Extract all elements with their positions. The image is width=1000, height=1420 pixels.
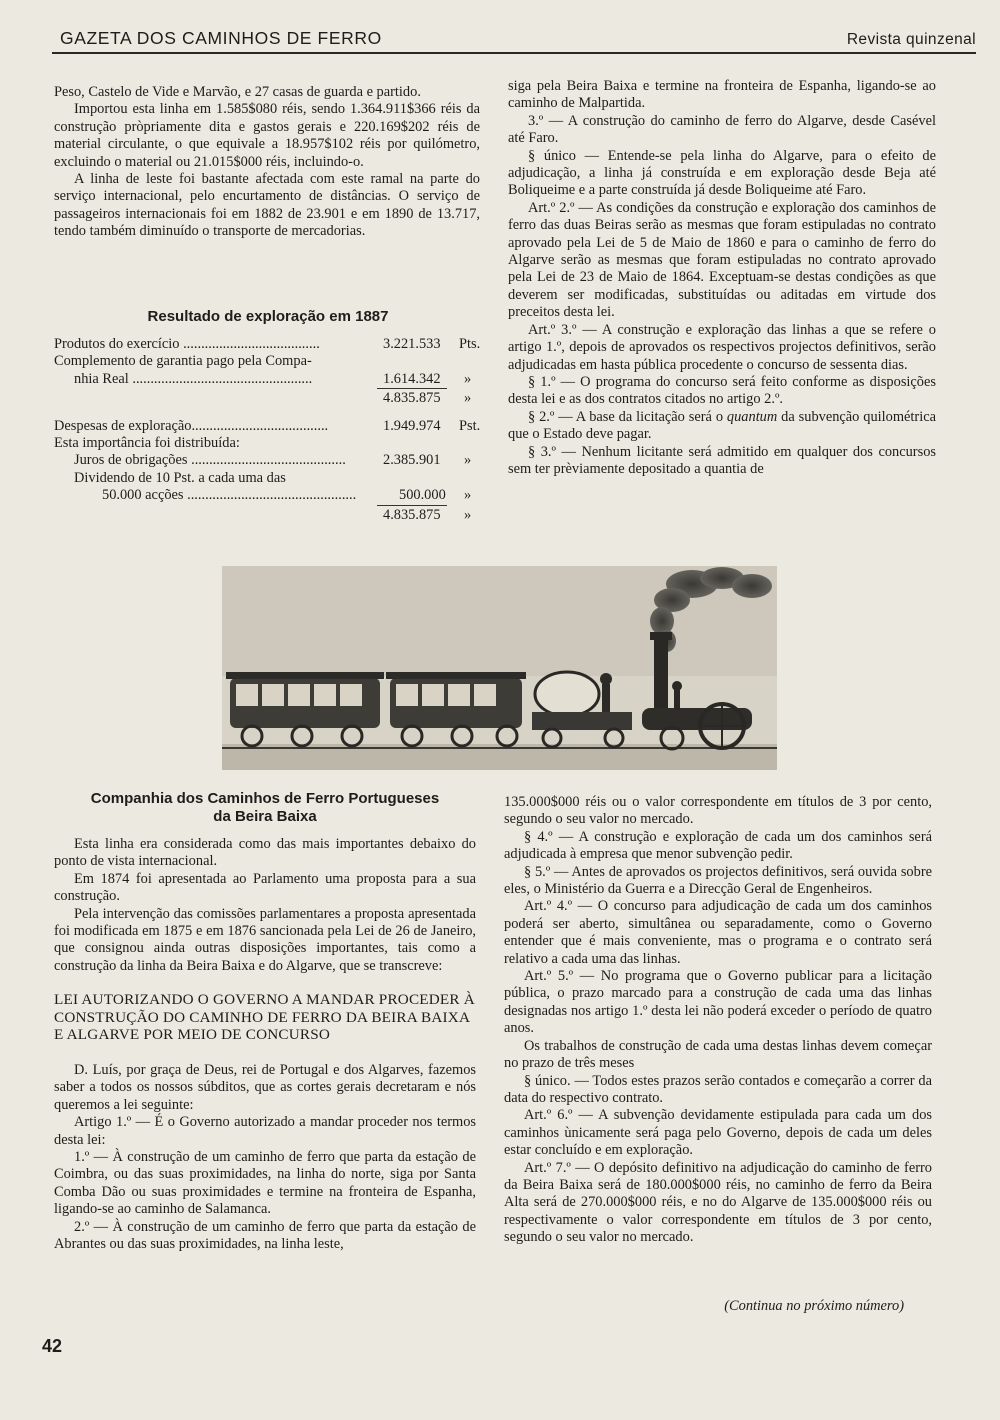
page-number: 42 (42, 1336, 63, 1356)
table-row: Complemento de garantia pago pela Compa- (54, 353, 312, 370)
law-title: LEI AUTORIZANDO O GOVERNO A MANDAR PROCEDER À CONSTRUÇÃO DO CAMINHO DE FERRO DA BEIRA BAIXA E ALGARVE POR MEIO DE CONCURSO (54, 991, 475, 1044)
paragraph: Esta linha era considerada como das mais importantes debaixo do ponto de vista internacional. (54, 836, 476, 870)
paragraph: Em 1874 foi apresentada ao Parlamento uma proposta para a sua construção. (54, 870, 476, 905)
paragraph: D. Luís, por graça de Deus, rei de Portugal e dos Algarves, fazemos saber a todos os nossos súbditos, que as cortes gerais decretaram e nós queremos a lei seguinte: (54, 1062, 476, 1113)
paragraph: Art.º 2.º — As condições da construção e exploração dos caminhos de ferro das duas Beiras serão as mesmas que foram estipuladas no contrato aprovado pela Lei de 5 de Maio de 1860 e para o caminho de ferro do Algarve serão as mesmas que foram estipuladas no contrato aprovado pela Lei de 23 de Maio de 1864. Exceptuam-se destas condições as que deverem ser modificadas, substituídas ou aditadas em virtude dos preceitos desta lei. (508, 199, 936, 321)
paragraph: § 5.º — Antes de aprovados os projectos definitivos, será ouvida sobre eles, o Ministério da Guerra e a Direcção Geral de Engenheiros. (504, 863, 932, 898)
running-header (52, 28, 976, 54)
table-row: nhia Real .................................................. 1.614.342 » (74, 370, 472, 387)
journal-title: GAZETA DOS CAMINHOS DE FERRO (60, 28, 382, 48)
paragraph: Pela intervenção das comissões parlamentares a proposta apresentada foi modificada em 1875 e em 1876 sancionada pela Lei de 26 de Janeiro, que consignou ainda outras disposições importantes, tais como a construção da linha da Beira Baixa e do Algarve, que se transcreve: (54, 905, 476, 974)
paragraph: § 4.º — A construção e exploração de cada um dos caminhos será adjudicada à empresa que menor subvenção pedir. (504, 828, 932, 863)
paragraph: Art.º 3.º — A construção e exploração das linhas a que se refere o artigo 1.º, depois de aprovados os respectivos projectos definitivos, serão adjudicadas em hasta pública procedente o concurso de sessenta dias. (508, 321, 936, 373)
results-table (54, 308, 482, 522)
paragraph: 3.º — A construção do caminho de ferro do Algarve, desde Casével até Faro. (508, 112, 936, 147)
table-row: Dividendo de 10 Pst. a cada uma das (74, 469, 286, 486)
paragraph: siga pela Beira Baixa e termine na fronteira de Espanha, ligando-se ao caminho de Malpartida. (508, 78, 936, 112)
steam-train-illustration (222, 566, 777, 770)
table-row: Despesas de exploração...................................... 1.949.974 Pst. (54, 417, 481, 434)
table-row: Juros de obrigações ........................................... 2.385.901 » (74, 452, 472, 469)
paragraph: 135.000$000 réis ou o valor correspondente em títulos de 3 por cento, segundo o seu valor no mercado. (504, 794, 932, 828)
paragraph: Os trabalhos de construção de cada uma destas linhas devem começar no prazo de três meses (504, 1037, 932, 1072)
paragraph: Art.º 7.º — O depósito definitivo na adjudicação do caminho de ferro da Beira Baixa será de 180.000$000 réis, no caminho de ferro da Beira Alta será de 270.000$000 réis, e no do Algarve de 135.000$000 réis ou respectivamente o valor correspondente em títulos de 3 por cento, segundo o seu valor no mercado. (504, 1159, 932, 1246)
paragraph: Art.º 5.º — No programa que o Governo publicar para a licitação pública, o prazo marcado para a construção de cada uma das linhas designadas nos artigo 1.º desta lei não poderá exceder o período de quatro anos. (504, 968, 932, 1037)
paragraph: Art.º 4.º — O concurso para adjudicação de cada um dos caminhos poderá ser aberto, simultânea ou separadamente, como o Governo entender que é mais conveniente, mas o programa e o contrato será relativo a cada uma das linhas. (504, 898, 932, 967)
table-row: 4.835.875 » (54, 505, 482, 522)
sum-line (377, 388, 447, 389)
paragraph: 2.º — À construção de um caminho de ferro que parta da estação de Abrantes ou das suas proximidades, na linha leste, (54, 1218, 476, 1253)
column-left-top (54, 84, 480, 241)
paragraph: Importou esta linha em 1.585$080 réis, sendo 1.364.911$366 réis da construção pròpriamente dita e gastos gerais e 220.169$202 réis de material circulante, o que equivale a 18.957$102 réis por quilómetro, excluindo o material ou 21.015$000 réis, incluindo-o. (54, 101, 480, 170)
paragraph: § 2.º — A base da licitação será o quantum da subvenção quilométrica que o Estado deve pagar. (508, 408, 936, 443)
paragraph: A linha de leste foi bastante afectada com este ramal na parte do serviço internacional, pelo encurtamento de distâncias. O serviço de passageiros internacionais foi em 1882 de 23.901 e em 1890 de 13.717, tendo também diminuído o transporte de mercadorias. (54, 171, 480, 240)
table-row: Esta importância foi distribuída: (54, 434, 240, 451)
column-right-top (508, 78, 936, 478)
paragraph: Peso, Castelo de Vide e Marvão, e 27 casas de guarda e partido. (54, 84, 421, 100)
paragraph: § único — Entende-se pela linha do Algarve, para o efeito de adjudicação, a linha já construída e em exploração desde Beja até Boliqueime e a parte construída já desde Boliqueime até Faro. (508, 147, 936, 199)
column-left-bottom (54, 790, 476, 1254)
steam-train-drawing (222, 566, 777, 770)
paragraph: 1.º — À construção de um caminho de ferro que parta da estação de Coimbra, ou das suas proximidades, na linha do norte, siga por Santa Comba Dão ou suas proximidades e termine na fronteira de Espanha, ligando-se ao caminho de Salamanca. (54, 1149, 476, 1218)
table-row: 4.835.875 » (54, 388, 482, 405)
paragraph: § 1.º — O programa do concurso será feito conforme as disposições desta lei e as dos contratos citados no artigo 2.º. (508, 373, 936, 408)
table-row: Produtos do exercício ...................................... 3.221.533 Pts. (54, 336, 481, 352)
paragraph: Artigo 1.º — É o Governo autorizado a mandar proceder nos termos desta lei: (54, 1114, 476, 1148)
section-title: Companhia dos Caminhos de Ferro Portugueses da Beira Baixa (90, 790, 440, 825)
paragraph: § único. — Todos estes prazos serão contados e começarão a correr da data do respectivo contrato. (504, 1072, 932, 1106)
table-row: 50.000 acções ............................................... 500.000 » (102, 487, 472, 504)
column-right-bottom (504, 794, 932, 1247)
paragraph: § 3.º — Nenhum licitante será admitido em qualquer dos concursos sem ter prèviamente depositado a quantia de (508, 443, 936, 477)
continuation-note: (Continua no próximo número) (724, 1298, 904, 1314)
sum-line (377, 505, 447, 506)
journal-subtitle: Revista quinzenal (846, 31, 976, 48)
results-title: Resultado de exploração em 1887 (147, 308, 389, 325)
paragraph: Art.º 6.º — A subvenção devidamente estipulada para cada um dos caminhos ùnicamente será paga pelo Governo, depois de cada um deles estar concluído e em exploração. (504, 1107, 932, 1159)
